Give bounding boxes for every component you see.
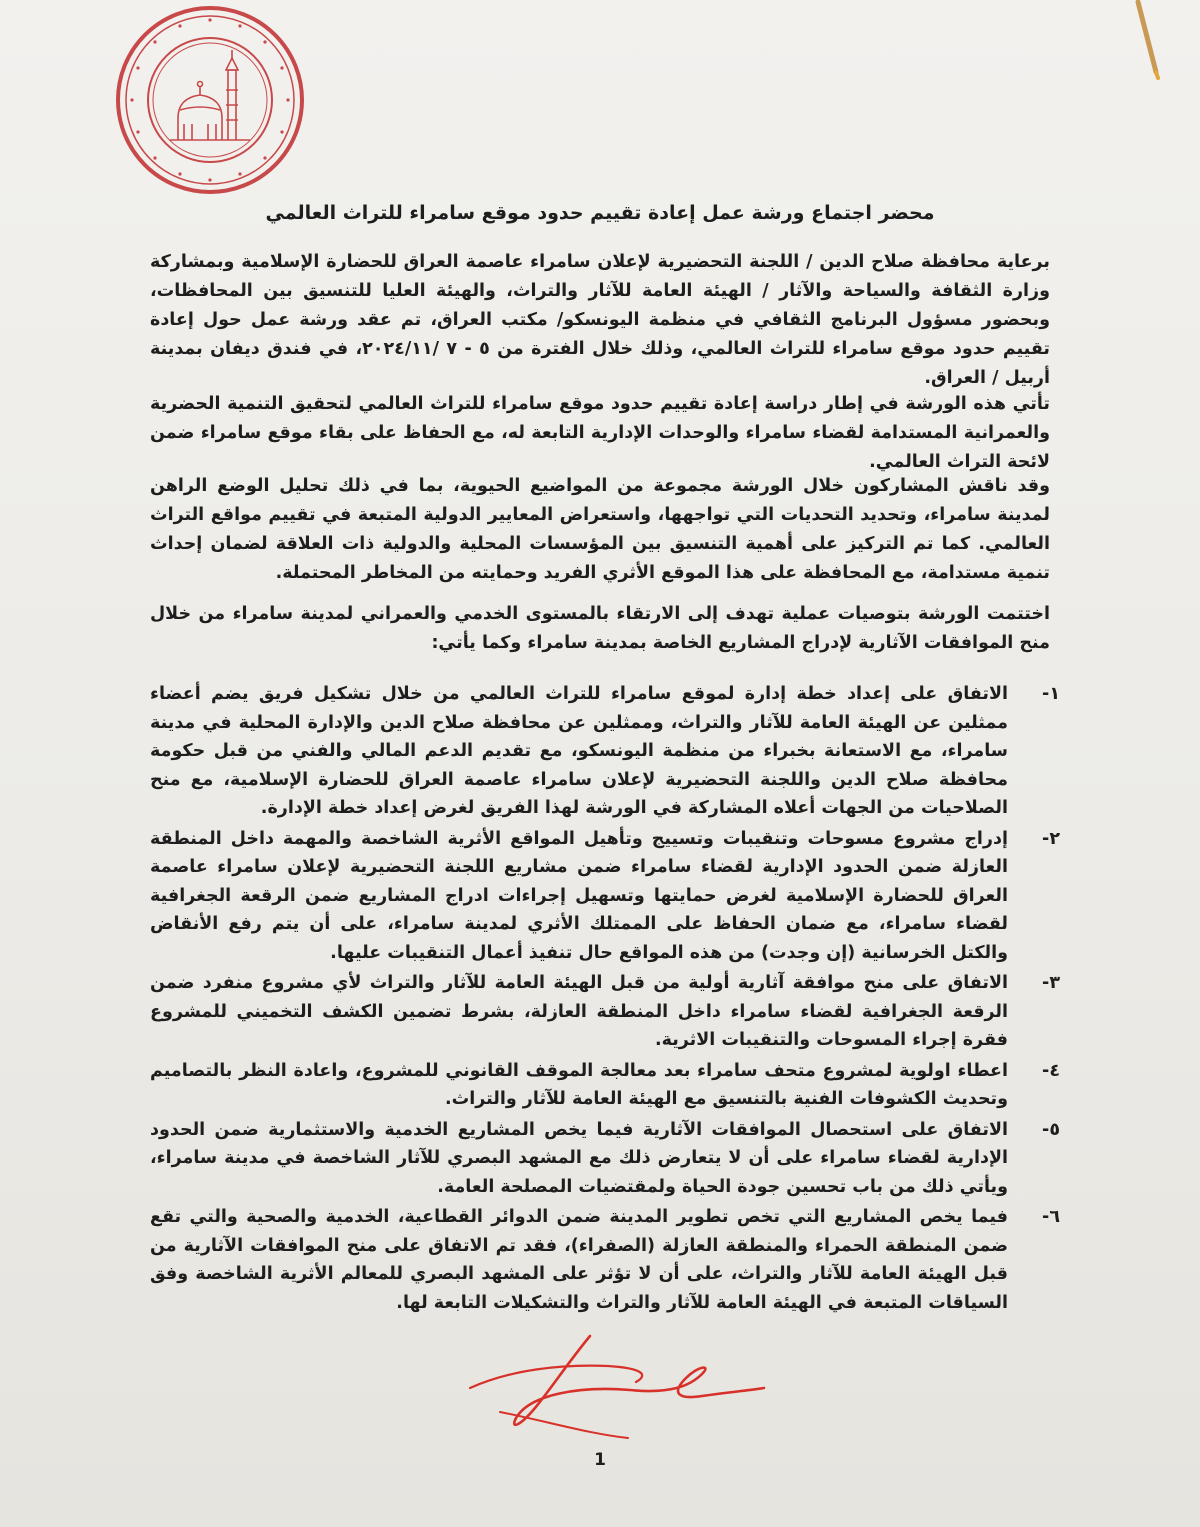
paragraph-discussion: وقد ناقش المشاركون خلال الورشة مجموعة من المواضيع الحيوية، بما في ذلك تحليل الوضع الراهن لمدينة سامراء، وتحديد التحديات التي تواجهها، واستعراض المعايير الدولية المتبعة في تقييم مواقع التراث العالمي. كما تم التركيز على أهمية التنسيق بين المؤسسات المحلية والدولية ذات العلاقة لضمان إحداث تنمية مستدامة، مع المحافظة على هذا الموقع الأثري الفريد وحمايته من المخاطر المحتملة. [150, 476, 1050, 583]
list-item [150, 969, 1060, 1055]
item-text: اعطاء اولوية لمشروع متحف سامراء بعد معالجة الموقف القانوني للمشروع، واعادة النظر بالتصاميم وتحديث الكشوفات الفنية بالتنسيق مع الهيئة العامة للآثار والتراث. [150, 1060, 1008, 1109]
list-item [150, 680, 1060, 823]
list-item [150, 1057, 1060, 1114]
list-item [150, 1116, 1060, 1202]
page-number: 1 [594, 1450, 606, 1470]
official-seal-icon [110, 0, 310, 200]
item-number: ٥- [1042, 1119, 1060, 1140]
paragraph-intro: برعاية محافظة صلاح الدين / اللجنة التحضيرية لإعلان سامراء عاصمة العراق للحضارة الإسلامية وبمشاركة وزارة الثقافة والسياحة والآثار / الهيئة العامة للآثار والتراث، والهيئة العليا للتنسيق بين المحافظات، وبحضور مسؤول البرنامج الثقافي في منظمة اليونسكو/ مكتب العراق، تم عقد ورشة عمل حول إعادة تقييم حدود موقع سامراء للتراث العالمي، وذلك خلال الفترة من ٥ - ٧ /٢٠٢٤/١١، في فندق ديفان بمدينة أربيل / العراق. [150, 252, 1050, 388]
list-item [150, 1203, 1060, 1317]
document-title: محضر اجتماع ورشة عمل إعادة تقييم حدود موقع سامراء للتراث العالمي [265, 202, 935, 224]
item-number: ٢- [1042, 828, 1060, 849]
item-text: الاتفاق على منح موافقة آثارية أولية من قبل الهيئة العامة للآثار والتراث لأي مشروع منفرد ضمن الرقعة الجغرافية لقضاء سامراء داخل المنطقة العازلة، بشرط تضمين الكشف التخميني للمشروع فقرة إجراء المسوحات والتنقيبات الاثرية. [150, 973, 1008, 1050]
paragraph-conclusion: اختتمت الورشة بتوصيات عملية تهدف إلى الارتقاء بالمستوى الخدمي والعمراني لمدينة سامراء من خلال منح الموافقات الآثارية لإدراج المشاريع الخاصة بمدينة سامراء وكما يأتي: [150, 604, 1050, 653]
item-number: ٤- [1042, 1060, 1060, 1081]
paragraph-purpose: تأتي هذه الورشة في إطار دراسة إعادة تقييم حدود موقع سامراء للتراث العالمي لتحقيق التنمية الحضرية والعمرانية المستدامة لقضاء سامراء والوحدات الإدارية التابعة له، مع الحفاظ على بقاء موقع سامراء ضمن لائحة التراث العالمي. [150, 394, 1050, 472]
item-text: الاتفاق على استحصال الموافقات الآثارية فيما يخص المشاريع الخدمية والاستثمارية ضمن الحدود الإدارية لقضاء سامراء على أن لا يتعارض ذلك مع المشهد البصري للآثار الشاخصة في مدينة سامراء، ويأتي ذلك من باب تحسين جودة الحياة ولمقتضيات المصلحة العامة. [150, 1119, 1008, 1197]
item-text: الاتفاق على إعداد خطة إدارة لموقع سامراء للتراث العالمي من خلال تشكيل فريق يضم أعضاء ممثلين عن الهيئة العامة للآثار والتراث، وممثلين عن محافظة صلاح الدين والإدارة المحلية في مدينة سامراء، مع الاستعانة بخبراء من منظمة اليونسكو، مع تقديم الدعم المالي والفني من قبل حكومة محافظة صلاح الدين واللجنة التحضيرية لإعلان سامراء عاصمة العراق للحضارة الإسلامية، مع منح الصلاحيات من الجهات أعلاه المشاركة في الورشة لهذا الفريق لغرض إعداد خطة الإدارة. [150, 684, 1008, 818]
pen-stroke-mark [1132, 0, 1162, 80]
item-number: ٦- [1042, 1207, 1060, 1227]
recommendations-list [150, 680, 1060, 1319]
item-text: فيما يخص المشاريع التي تخص تطوير المدينة ضمن الدوائر القطاعية، الخدمية والصحية والتي تقع ضمن المنطقة الحمراء والمنطقة العازلة (الصفراء)، فقد تم الاتفاق على منح الموافقات الآثارية من قبل الهيئة العامة للآثار والتراث، على أن لا تؤثر على المشهد البصري للمعالم الأثرية الشاخصة وفق السياقات المتبعة في الهيئة العامة للآثار والتراث والتشكيلات التابعة لها. [150, 1207, 1008, 1313]
handwritten-signature-icon [440, 1330, 770, 1440]
item-number: ٣- [1042, 973, 1060, 993]
item-text: إدراج مشروع مسوحات وتنقيبات وتسييج وتأهيل المواقع الأثرية الشاخصة والمهمة داخل المنطقة العازلة ضمن الحدود الإدارية لقضاء سامراء ضمن مشاريع اللجنة التحضيرية لإعلان سامراء عاصمة العراق للحضارة الإسلامية لغرض حمايتها وتسهيل إجراءات ادراج المشاريع ضمن الرقعة الجغرافية لقضاء سامراء، مع ضمان الحفاظ على الممتلك الأثري لمدينة سامراء، على أن يتم رفع الأنقاض والكتل الخرسانية (إن وجدت) من هذه المواقع حال تنفيذ أعمال التنقيبات عليها. [150, 828, 1008, 963]
item-number: ١- [1042, 684, 1060, 704]
list-item [150, 825, 1060, 968]
